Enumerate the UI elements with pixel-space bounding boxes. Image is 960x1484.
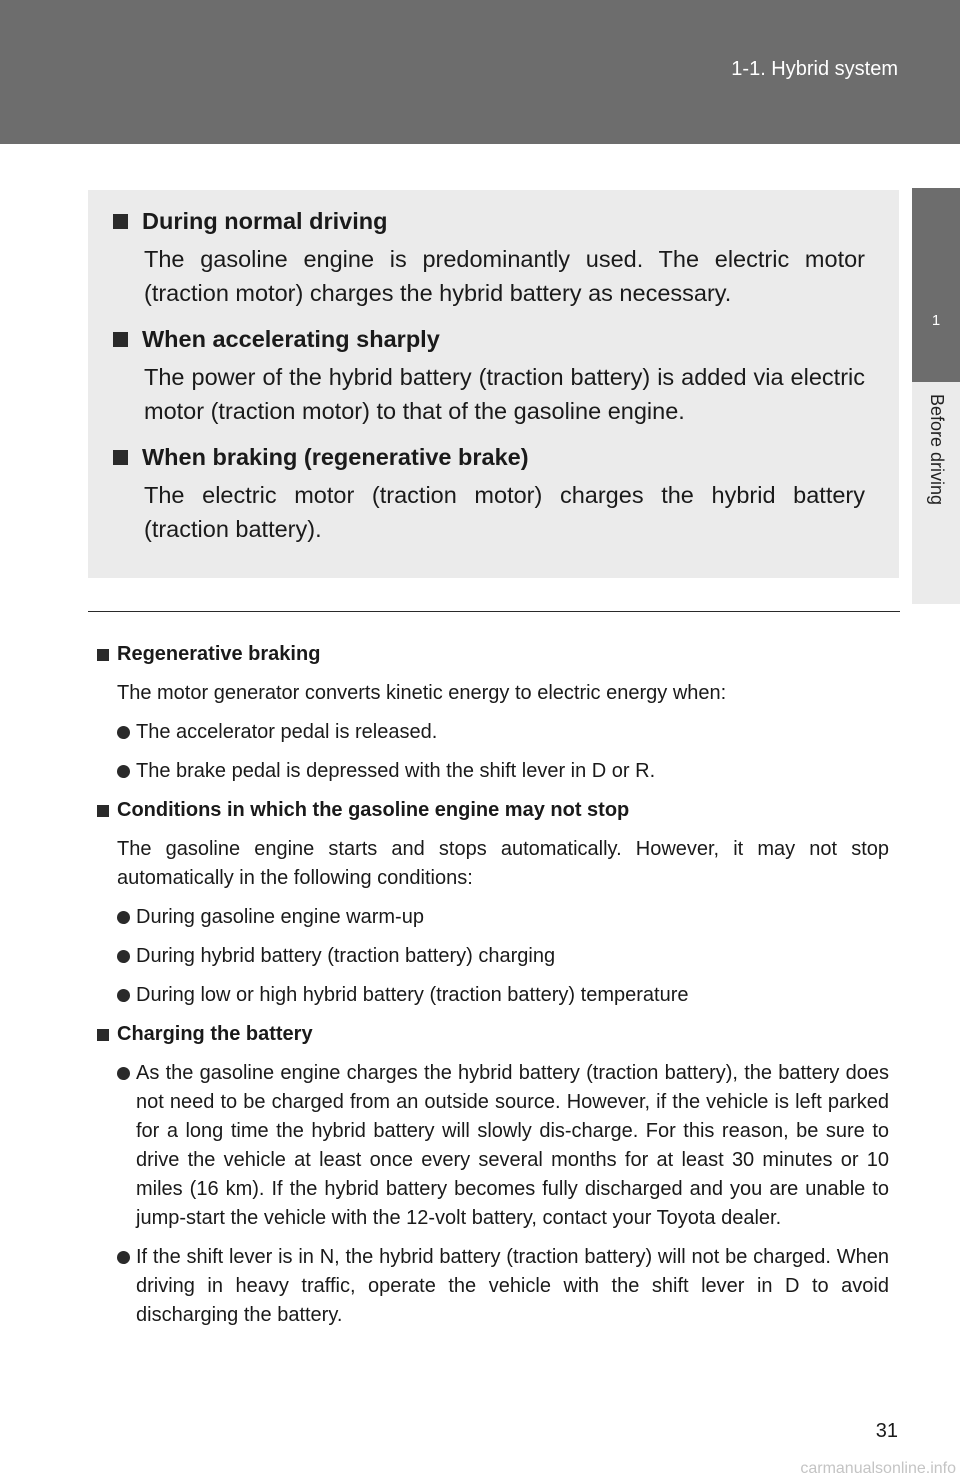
square-bullet-icon [97,1029,109,1041]
chapter-tab [912,188,960,382]
summary-text: The gasoline engine is predominantly used. The electric motor (traction motor) charges the hybrid battery as necessary. [144,246,865,306]
chapter-number: 1 [931,312,941,329]
summary-text: The power of the hybrid battery (traction battery) is added via electric motor (traction motor) to that of the gasoline engine. [144,364,865,424]
notes-section [97,640,889,1340]
round-bullet-icon [117,1251,130,1264]
list-item: During hybrid battery (traction battery) charging [117,942,889,971]
watermark: carmanualsonline.info [800,1460,956,1477]
list-item: During low or high hybrid battery (traction battery) temperature [117,981,889,1010]
page-header [0,0,960,144]
square-bullet-icon [113,450,128,465]
summary-text: The electric motor (traction motor) charges the hybrid battery (traction battery). [144,482,865,542]
square-bullet-icon [97,649,109,661]
summary-heading: When accelerating sharply [142,326,440,352]
list-item: The accelerator pedal is released. [117,718,889,747]
divider-line [88,611,900,612]
summary-box [88,190,899,578]
round-bullet-icon [117,989,130,1002]
summary-heading: During normal driving [142,208,388,234]
round-bullet-icon [117,911,130,924]
summary-item [113,204,865,310]
round-bullet-icon [117,726,130,739]
round-bullet-icon [117,1067,130,1080]
square-bullet-icon [113,332,128,347]
chapter-label: Before driving [927,394,947,506]
summary-item [113,322,865,428]
list-item: The brake pedal is depressed with the shift lever in D or R. [117,757,889,786]
square-bullet-icon [97,805,109,817]
square-bullet-icon [113,214,128,229]
round-bullet-icon [117,950,130,963]
chapter-label-tab [912,382,960,604]
list-item: If the shift lever is in N, the hybrid battery (traction battery) will not be charged. When driving in heavy traffic, operate the vehicle with the shift lever in D to avoid discharging the battery. [117,1243,889,1330]
page-number: 31 [875,1420,898,1442]
list-item: During gasoline engine warm-up [117,903,889,932]
note-heading: Conditions in which the gasoline engine may not stop [117,799,630,821]
note-text: The gasoline engine starts and stops automatically. However, it may not stop automatically in the following conditions: [117,838,889,889]
summary-item [113,440,865,546]
list-item: As the gasoline engine charges the hybrid battery (traction battery), the battery does not need to be charged from an outside source. However, if the vehicle is left parked for a long time the hybrid battery will slowly dis-charge. For this reason, be sure to drive the vehicle at least once every several months for at least 30 minutes or 10 miles (16 km). If the hybrid battery becomes fully discharged and you are unable to jump-start the vehicle with the 12-volt battery, contact your Toyota dealer. [117,1059,889,1233]
round-bullet-icon [117,765,130,778]
note-text: The motor generator converts kinetic energy to electric energy when: [117,682,727,704]
note-heading: Regenerative braking [117,643,321,665]
note-heading: Charging the battery [117,1023,313,1045]
summary-heading: When braking (regenerative brake) [142,444,529,470]
section-title: 1-1. Hybrid system [731,58,898,80]
